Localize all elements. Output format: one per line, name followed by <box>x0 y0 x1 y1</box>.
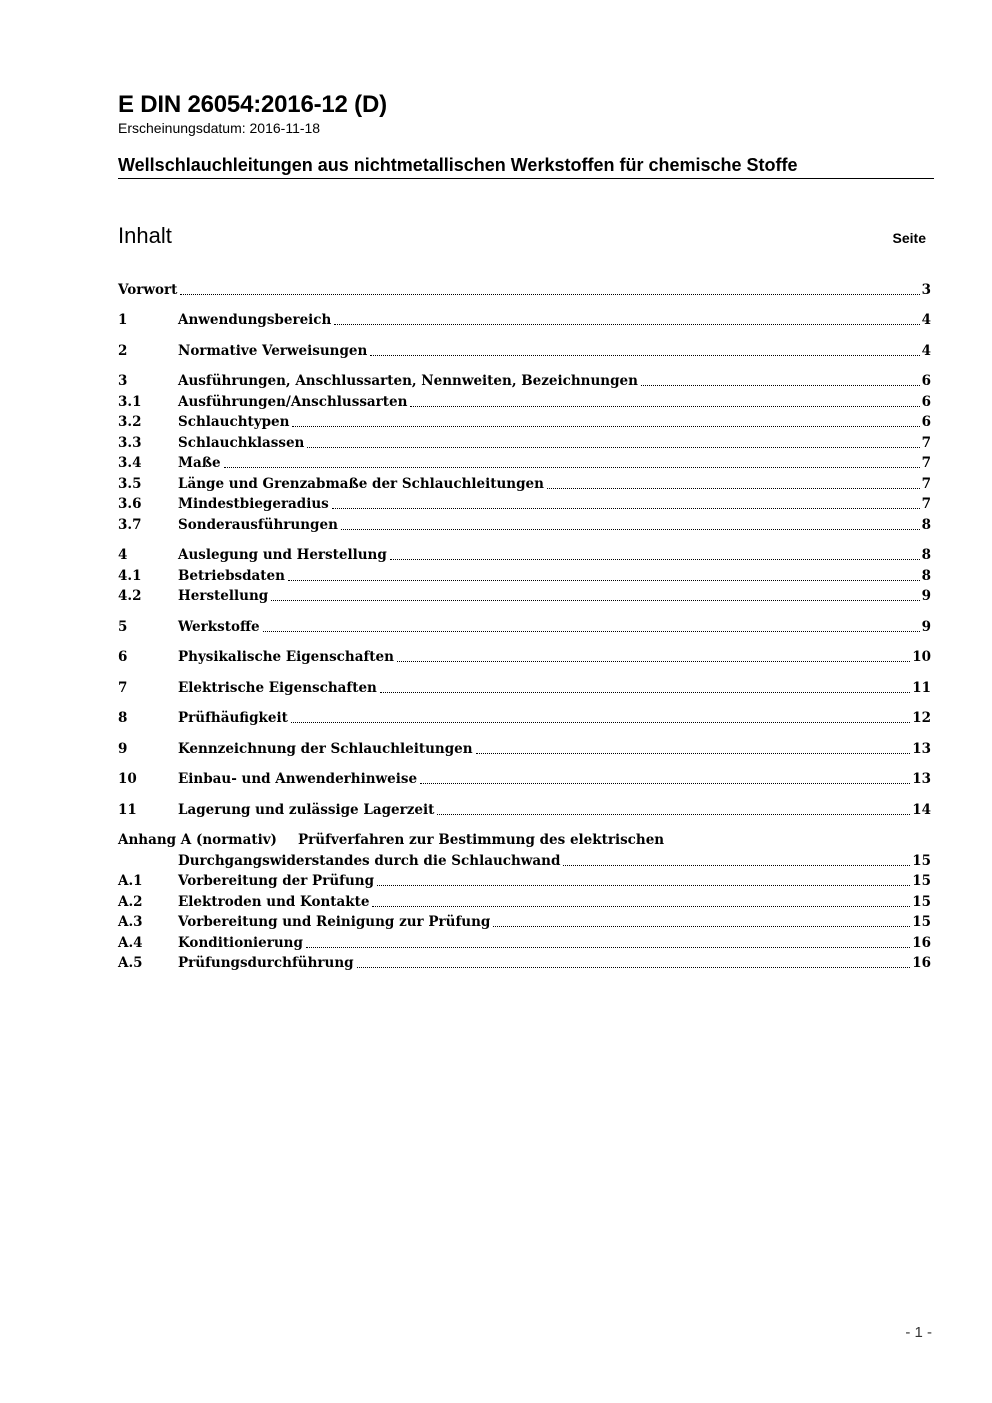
toc-leader <box>334 310 919 325</box>
toc-leader <box>410 392 919 407</box>
toc-entry-number: 11 <box>118 802 137 818</box>
toc-leader <box>372 892 910 907</box>
toc-leader <box>377 871 910 886</box>
toc-entry-label: Auslegung und Herstellung <box>178 547 387 563</box>
toc-entry-label: Herstellung <box>178 588 269 604</box>
toc-entry-page: 14 <box>912 802 931 818</box>
annex-title-line1: Prüfverfahren zur Bestimmung des elektrischen <box>298 832 665 848</box>
toc-entry-number: A.1 <box>118 873 143 889</box>
toc-entry-number: 7 <box>118 680 128 696</box>
toc-entry-page: 6 <box>921 373 931 389</box>
toc-entry-number: 3.6 <box>118 496 142 512</box>
toc-page-column-label: Seite <box>892 230 926 246</box>
toc-entry-page: 8 <box>921 517 931 533</box>
toc-entry-number: 3.1 <box>118 394 142 410</box>
toc-leader <box>380 678 910 693</box>
toc-entry-page: 7 <box>921 455 931 471</box>
toc-entry-number: A.3 <box>118 914 143 930</box>
toc-entry-a-5[interactable] <box>118 953 931 973</box>
toc-entry-8[interactable] <box>118 708 931 728</box>
toc-entry-3-5[interactable] <box>118 474 931 494</box>
toc-entry-4[interactable] <box>118 545 931 565</box>
toc-entry-label: Elektroden und Kontakte <box>178 894 370 910</box>
toc-entry-number: A.5 <box>118 955 143 971</box>
toc-entry-page: 15 <box>912 873 931 889</box>
toc-entry-label: Vorbereitung und Reinigung zur Prüfung <box>178 914 491 930</box>
toc-entry-page: 7 <box>921 496 931 512</box>
toc-entry-number: 10 <box>118 771 137 787</box>
toc-entry-5[interactable] <box>118 617 931 637</box>
toc-entry-page: 9 <box>921 588 931 604</box>
toc-leader <box>292 412 919 427</box>
toc-entry-label: Sonderausführungen <box>178 517 338 533</box>
toc-entry-11[interactable] <box>118 800 931 820</box>
toc-entry-3[interactable] <box>118 371 931 391</box>
toc-entry-number: 3.3 <box>118 435 142 451</box>
toc-leader <box>547 474 920 489</box>
toc-leader <box>263 617 920 632</box>
toc-entry-page: 6 <box>921 394 931 410</box>
toc-entry-a-1[interactable] <box>118 871 931 891</box>
toc-entry-number: 6 <box>118 649 128 665</box>
toc-entry-number: 8 <box>118 710 128 726</box>
toc-entry-label: Vorwort <box>118 282 178 298</box>
toc-leader <box>341 515 920 530</box>
toc-entry-page: 11 <box>912 680 931 696</box>
toc-entry-label: Ausführungen, Anschlussarten, Nennweiten, Bezeichnungen <box>178 373 638 389</box>
toc-entry-page: 7 <box>921 435 931 451</box>
toc-leader <box>271 586 919 601</box>
publication-date: Erscheinungsdatum: 2016-11-18 <box>118 120 321 136</box>
toc-entry-label: Länge und Grenzabmaße der Schlauchleitungen <box>178 476 544 492</box>
annex-prefix: Anhang A (normativ) <box>118 832 277 848</box>
toc-leader <box>641 371 920 386</box>
toc-entry-label: Betriebsdaten <box>178 568 285 584</box>
toc-entry-number: 2 <box>118 343 128 359</box>
toc-leader <box>563 851 910 866</box>
toc-entry-number: 1 <box>118 312 128 328</box>
toc-leader <box>420 769 910 784</box>
toc-leader <box>493 912 910 927</box>
toc-entry-label: Schlauchtypen <box>178 414 290 430</box>
toc-leader <box>180 280 919 295</box>
toc-entry-7[interactable] <box>118 678 931 698</box>
toc-entry-page: 9 <box>921 619 931 635</box>
toc-entry-page: 15 <box>912 914 931 930</box>
toc-entry-label: Konditionierung <box>178 935 303 951</box>
toc-entry-label: Prüfungsdurchführung <box>178 955 354 971</box>
document-id: E DIN 26054:2016-12 (D) <box>118 91 387 118</box>
toc-entry-label: Lagerung und zulässige Lagerzeit <box>178 802 435 818</box>
toc-leader <box>306 933 910 948</box>
toc-entry-number: 3.5 <box>118 476 142 492</box>
toc-header <box>118 222 926 252</box>
toc-entry-page: 10 <box>912 649 931 665</box>
toc-entry-page: 13 <box>912 771 931 787</box>
toc-entry-a-3[interactable] <box>118 912 931 932</box>
toc-title: Inhalt <box>118 223 172 248</box>
toc-leader <box>476 739 911 754</box>
toc-leader <box>357 953 911 968</box>
toc-entry-10[interactable] <box>118 769 931 789</box>
toc-entry-label: Schlauchklassen <box>178 435 305 451</box>
toc-leader <box>291 708 910 723</box>
toc-leader <box>437 800 910 815</box>
toc-entry-4-1[interactable] <box>118 566 931 586</box>
toc-entry-page: 4 <box>921 343 931 359</box>
toc-entry-page: 8 <box>921 547 931 563</box>
toc-entry-page: 7 <box>921 476 931 492</box>
toc-entry-3-7[interactable] <box>118 515 931 535</box>
toc-leader <box>370 341 919 356</box>
toc-entry-4-2[interactable] <box>118 586 931 606</box>
toc-entry-page: 13 <box>912 741 931 757</box>
toc-entry-label: Anwendungsbereich <box>178 312 332 328</box>
toc-entry-label: Physikalische Eigenschaften <box>178 649 394 665</box>
toc-entry-page: 15 <box>912 853 931 869</box>
toc-entry-label: Werkstoffe <box>178 619 260 635</box>
toc-entry-3-4[interactable] <box>118 453 931 473</box>
page-number: - 1 - <box>905 1324 932 1341</box>
toc-entry-number: 4 <box>118 547 128 563</box>
toc-entry-3-3[interactable] <box>118 433 931 453</box>
toc-entry-label: Maße <box>178 455 221 471</box>
toc-entry-page: 4 <box>921 312 931 328</box>
toc-leader <box>224 453 920 468</box>
toc-entry-number: 3 <box>118 373 128 389</box>
toc-entry-page: 15 <box>912 894 931 910</box>
toc-entry-3-6[interactable] <box>118 494 931 514</box>
toc-leader <box>288 566 920 581</box>
toc-entry-3-1[interactable] <box>118 392 931 412</box>
toc-entry-label: Ausführungen/Anschlussarten <box>178 394 408 410</box>
toc-leader <box>397 647 910 662</box>
toc-entry-6[interactable] <box>118 647 931 667</box>
toc-entry-number: 3.4 <box>118 455 142 471</box>
toc-entry-number: 5 <box>118 619 128 635</box>
toc-leader <box>390 545 920 560</box>
toc-annex-a-title[interactable] <box>118 851 931 871</box>
toc-entry-label: Elektrische Eigenschaften <box>178 680 377 696</box>
toc-entry-number: 3.7 <box>118 517 142 533</box>
toc-entry-label: Vorbereitung der Prüfung <box>178 873 375 889</box>
toc-entry-number: 9 <box>118 741 128 757</box>
toc-entry-number: 4.2 <box>118 588 142 604</box>
toc-entry-page: 8 <box>921 568 931 584</box>
toc-entry-label: Kennzeichnung der Schlauchleitungen <box>178 741 473 757</box>
toc-entry-vorwort[interactable] <box>118 280 931 300</box>
document-header <box>118 90 934 179</box>
toc-entry-page: 6 <box>921 414 931 430</box>
toc-entry-9[interactable] <box>118 739 931 759</box>
toc-entry-number: 3.2 <box>118 414 142 430</box>
annex-title-line2: Durchgangswiderstandes durch die Schlauchwand <box>178 853 561 869</box>
toc-entry-number: A.4 <box>118 935 143 951</box>
toc-leader <box>307 433 919 448</box>
toc-annex-a-heading[interactable] <box>118 830 931 850</box>
toc-leader <box>332 494 920 509</box>
toc-entry-page: 12 <box>912 710 931 726</box>
toc-entry-1[interactable] <box>118 310 931 330</box>
toc-entry-page: 3 <box>921 282 931 298</box>
toc-entry-3-2[interactable] <box>118 412 931 432</box>
toc-entry-label: Prüfhäufigkeit <box>178 710 288 726</box>
toc-entry-number: A.2 <box>118 894 143 910</box>
toc-entry-page: 16 <box>912 955 931 971</box>
toc-entry-page: 16 <box>912 935 931 951</box>
toc-entry-label: Normative Verweisungen <box>178 343 368 359</box>
toc-entry-a-4[interactable] <box>118 933 931 953</box>
toc-entry-label: Einbau- und Anwenderhinweise <box>178 771 418 787</box>
toc-entry-2[interactable] <box>118 341 931 361</box>
toc-entry-label: Mindestbiegeradius <box>178 496 329 512</box>
toc-entry-a-2[interactable] <box>118 892 931 912</box>
document-title: Wellschlauchleitungen aus nichtmetallischen Werkstoffen für chemische Stoffe <box>118 154 934 179</box>
toc-entry-number: 4.1 <box>118 568 142 584</box>
